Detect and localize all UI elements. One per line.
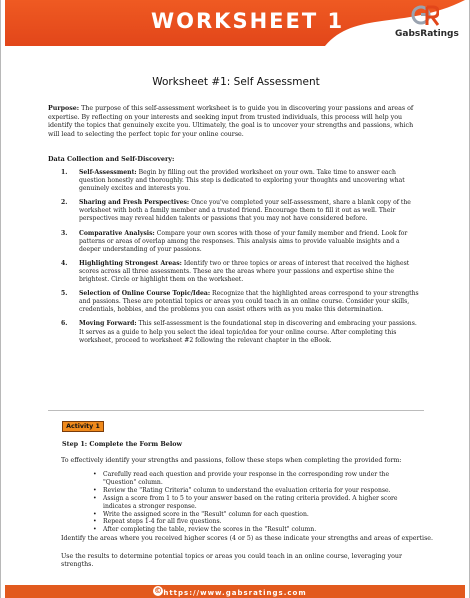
list-item: • After completing the table, review the scores in the "Result" column. — [93, 526, 413, 534]
purpose-paragraph — [48, 105, 423, 139]
step1-title: Step 1: Complete the Form Below — [62, 440, 183, 448]
closing-paragraph-1: Identify the areas where you received higher scores (4 or 5) as these indicate your strengths and areas of expertise. — [61, 535, 434, 542]
header-banner — [5, 0, 465, 46]
list-item: • Review the "Rating Criteria" column to understand the evaluation criteria for your response. — [93, 487, 413, 495]
worksheet-title: WORKSHEET 1 — [151, 9, 345, 33]
step-number: 5. — [61, 290, 68, 298]
purpose-text: The purpose of this self-assessment worksheet is to guide you in discovering your passions and areas of expertise. By reflecting on your interests and seeking input from trusted individuals, this process will help you identify the topics that genuinely excite you. Ultimately, the goal is to uncover your strengths and passions, which will lead to selecting the perfect topic for your online course. — [48, 105, 414, 138]
step-item — [61, 260, 423, 284]
activity-badge: Activity 1 — [62, 421, 104, 432]
step-text: Identify two or three topics or areas of interest that received the highest scores across all three assessments. These are the areas where your passions and expertise shine the brightest. Circle or highlight them on the worksheet. — [79, 259, 410, 284]
step-number: 2. — [61, 199, 68, 207]
gr-monogram-icon — [411, 3, 439, 27]
document-heading: Worksheet #1: Self Assessment — [152, 76, 320, 88]
step-item — [61, 230, 423, 254]
list-item: • Carefully read each question and provide your response in the corresponding row under the "Question" column. — [93, 471, 413, 487]
logo-text: GabsRatings — [395, 29, 459, 39]
step-text: Compare your own scores with those of your family member and friend. Look for patterns or areas of overlap among the responses. This analysis aims to provide valuable insights and a deeper understanding of your passions. — [79, 229, 408, 253]
step-lead: Comparative Analysis: — [79, 229, 155, 237]
step-number: 3. — [61, 229, 68, 237]
step-lead: Self-Assessment: — [79, 169, 137, 176]
instructions-list — [93, 471, 413, 534]
step-item — [61, 199, 423, 223]
step-text: This self-assessment is the foundational step in discovering and embracing your passions. It serves as a guide to help you select the ideal topic/idea for your online course. After completing this worksheet, proceed to worksheet #2 following the relevant chapter in the eBook. — [79, 320, 417, 344]
gabsratings-logo — [395, 3, 459, 43]
step-lead: Selection of Online Course Topic/Idea: — [79, 290, 211, 298]
list-item: • Write the assigned score in the "Result" column for each question. — [93, 511, 413, 519]
step-text: Recognize that the highlighted areas correspond to your strengths and passions. These are potential topics or areas you could teach in an online course. Consider your skills, credentials, hobbies, and the problems you can assist others with as you make this determination. — [79, 290, 419, 314]
footer-url-link[interactable]: https://www.gabsratings.com — [163, 589, 307, 597]
step-item — [61, 169, 423, 193]
footer-bar — [5, 585, 465, 598]
section-divider — [48, 410, 424, 411]
closing-paragraph-2: Use the results to determine potential topics or areas you could teach in an online course, leveraging your strengths. — [61, 553, 402, 568]
step-number: 6. — [61, 320, 68, 328]
purpose-label: Purpose: — [48, 105, 80, 112]
step-item — [61, 320, 423, 344]
intro-paragraph: To effectively identify your strengths and passions, follow these steps when completing the provided form: — [61, 457, 402, 464]
section-label: Data Collection and Self-Discovery: — [48, 155, 175, 163]
step-lead: Sharing and Fresh Perspectives: — [79, 199, 190, 207]
copyright-icon: © — [154, 586, 162, 595]
step-text: Once you've completed your self-assessment, share a blank copy of the worksheet with both a family member and a trusted friend. Encourage them to fill it out as well. Their perspectives may reveal hidden talents or passions that you may not have considered before. — [79, 199, 411, 223]
step-number: 4. — [61, 259, 68, 267]
steps-list — [61, 169, 423, 351]
step-text: Begin by filling out the provided worksheet on your own. Take time to answer each question honestly and thoroughly. This step is dedicated to exploring your thoughts and uncovering what genuinely excites and interests you. — [79, 169, 405, 193]
step-lead: Moving Forward: — [79, 320, 137, 328]
step-number: 1. — [61, 169, 68, 176]
step-item — [61, 290, 423, 314]
step-lead: Highlighting Strongest Areas: — [79, 259, 182, 267]
list-item: • Assign a score from 1 to 5 to your answer based on the rating criteria provided. A higher score indicates a stronger response. — [93, 495, 413, 511]
list-item: • Repeat steps 1-4 for all five questions. — [93, 518, 413, 526]
